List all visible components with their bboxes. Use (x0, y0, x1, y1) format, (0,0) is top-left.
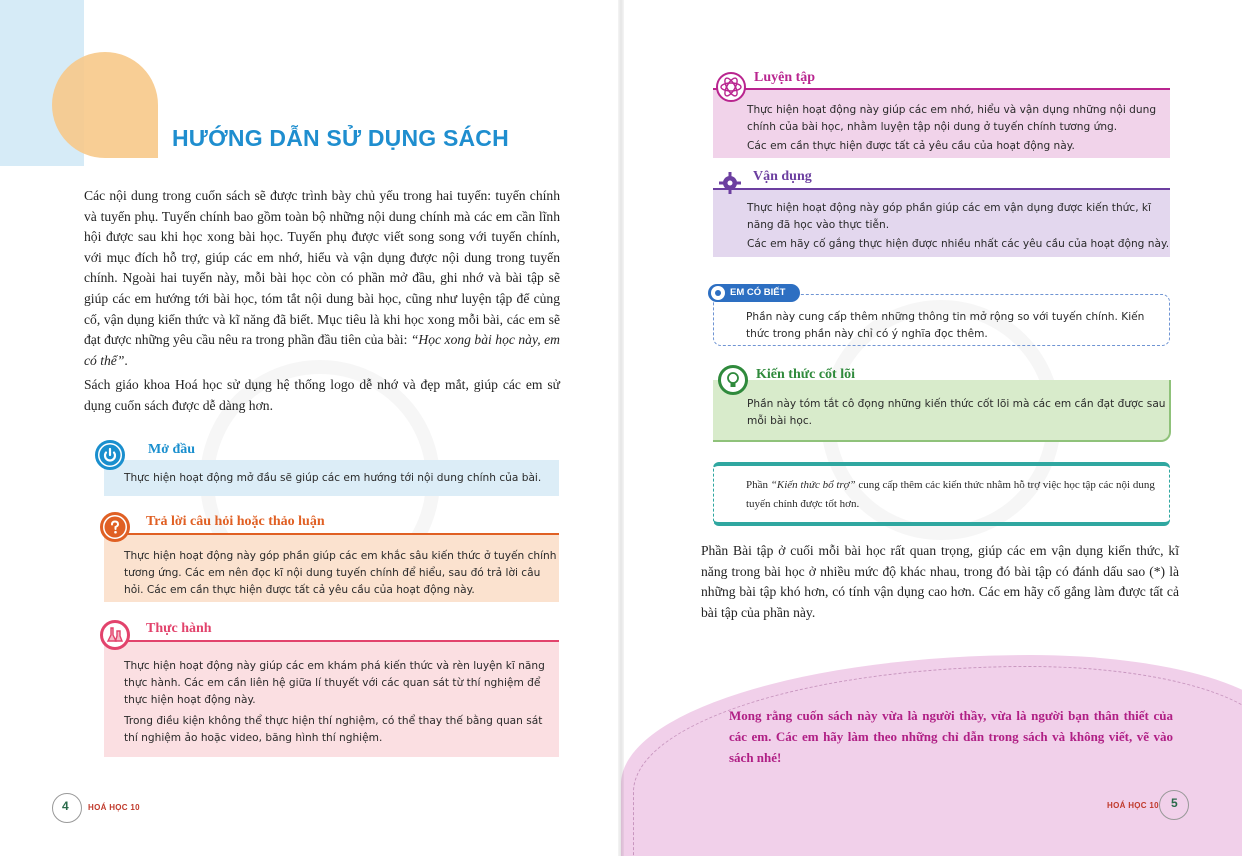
page-title: HƯỚNG DẪN SỬ DỤNG SÁCH (172, 125, 509, 151)
page-number: 5 (1171, 796, 1178, 810)
luyen-tap-heading: Luyện tập (754, 70, 816, 85)
atom-icon (716, 72, 746, 102)
tra-loi-heading: Trả lời câu hỏi hoặc thảo luận (146, 514, 325, 529)
em-co-biet-badge (708, 284, 800, 302)
mo-dau-box (104, 460, 559, 496)
page-number: 4 (62, 799, 69, 813)
van-dung-text-2: Các em hãy cố gắng thực hiện được nhiều nhất các yêu cầu của hoạt động này. (747, 238, 1170, 250)
mo-dau-heading: Mở đầu (148, 442, 196, 457)
power-icon (95, 440, 125, 470)
decorative-orange-shape (52, 52, 158, 158)
info-icon (710, 285, 726, 301)
footer-book-label: HOÁ HỌC 10 (88, 803, 140, 812)
lightbulb-icon (718, 365, 748, 395)
em-co-biet-label: EM CÓ BIẾT (730, 287, 786, 298)
intro-paragraph: Các nội dung trong cuốn sách sẽ được trình bày chủ yếu trong hai tuyến: tuyến chính và tuyến phụ. Tuyến chính bao gồm toàn bộ những nội dung chính mà các em cần lĩnh hội được sau khi học xong bài học. Tuyến phụ được viết song song với tuyến chính, với mục đích hỗ trợ, giúp các em nhớ, hiểu và vận dụng được nội dung trong tuyến chính. Ngoài hai tuyến này, mỗi bài học còn có phần mở đầu, ghi nhớ và bài tập sẽ giúp các em hướng tới bài học, tóm tắt nội dung bài học, cũng như luyện tập để củng cố, vận dụng kiến thức và kĩ năng đã biết. Mục tiêu là khi học xong mỗi bài, các em sẽ đạt được những yêu cầu nêu ra trong phần đầu tiên của bài: “Học xong bài học này, em có thể”. (84, 188, 560, 368)
kien-thuc-cot-loi-heading: Kiến thức cốt lõi (756, 367, 855, 382)
luyen-tap-text-2: Các em cần thực hiện được tất cả yêu cầu của hoạt động này. (747, 140, 1075, 152)
right-page (621, 0, 1242, 856)
mo-dau-text: Thực hiện hoạt động mở đầu sẽ giúp các em hướng tới nội dung chính của bài. (124, 472, 542, 484)
kien-thuc-bo-tro-box (713, 462, 1170, 526)
kien-thuc-bo-tro-text: Phần “Kiến thức bổ trợ” cung cấp thêm các kiến thức nhằm hỗ trợ việc học tập các nội dung tuyến chính được tốt hơn. (746, 479, 1155, 510)
flask-icon (100, 620, 130, 650)
tra-loi-text: Thực hiện hoạt động này góp phần giúp các em khắc sâu kiến thức ở tuyến chính tương ứng. Các em nên đọc kĩ nội dung tuyến chính để hiểu, sau đó trả lời câu hỏi. Các em cần thực hiện được tất cả yêu cầu của hoạt động này. (124, 550, 557, 596)
van-dung-text-1: Thực hiện hoạt động này góp phần giúp các em vận dụng được kiến thức, kĩ năng đã học vào thực tiễn. (747, 202, 1152, 231)
thuc-hanh-box (104, 640, 559, 757)
kien-thuc-cot-loi-text: Phần này tóm tắt cô đọng những kiến thức cốt lõi mà các em cần đạt được sau mỗi bài học. (747, 398, 1166, 427)
closing-message: Mong rằng cuốn sách này vừa là người thầy, vừa là người bạn thân thiết của các em. Các em hãy làm theo những chỉ dẫn trong sách và không viết, vẽ vào sách nhé! (729, 708, 1173, 765)
footer-book-label: HOÁ HỌC 10 (1107, 801, 1159, 810)
em-co-biet-text: Phần này cung cấp thêm những thông tin mở rộng so với tuyến chính. Kiến thức trong phần này chỉ có ý nghĩa đọc thêm. (746, 311, 1145, 340)
thuc-hanh-heading: Thực hành (146, 621, 212, 636)
gear-icon (717, 170, 743, 196)
luyen-tap-text-1: Thực hiện hoạt động này giúp các em nhớ, hiểu và vận dụng những nội dung chính của bài học, nhằm luyện tập nội dung ở tuyến chính tương ứng. (747, 104, 1157, 133)
thuc-hanh-text-2: Trong điều kiện không thể thực hiện thí nghiệm, có thể thay thế bằng quan sát thí nghiệm ảo hoặc video, băng hình thí nghiệm. (124, 715, 543, 744)
van-dung-box (713, 188, 1170, 257)
bai-tap-paragraph: Phần Bài tập ở cuối mỗi bài học rất quan trọng, giúp các em vận dụng kiến thức, kĩ năng trong bài học ở nhiều mức độ khác nhau, trong đó bài tập có đánh dấu sao (*) là những bài tập khó hơn, có tính vận dụng cao hơn. Các em hãy cố gắng làm được tất cả bài tập của phần này. (701, 543, 1179, 620)
thuc-hanh-text-1: Thực hiện hoạt động này giúp các em khám phá kiến thức và rèn luyện kĩ năng thực hành. Các em cần liên hệ giữa lí thuyết với các quan sát từ thí nghiệm để thực hiện hoạt động này. (124, 660, 545, 706)
tra-loi-box (104, 533, 559, 602)
van-dung-heading: Vận dụng (753, 169, 812, 184)
luyen-tap-box (713, 88, 1170, 158)
logo-paragraph: Sách giáo khoa Hoá học sử dụng hệ thống logo dễ nhớ và đẹp mắt, giúp các em sử dụng cuốn sách được dễ dàng hơn. (84, 377, 560, 413)
question-icon (100, 512, 130, 542)
kien-thuc-cot-loi-box (713, 380, 1171, 442)
book-gutter (618, 0, 624, 856)
